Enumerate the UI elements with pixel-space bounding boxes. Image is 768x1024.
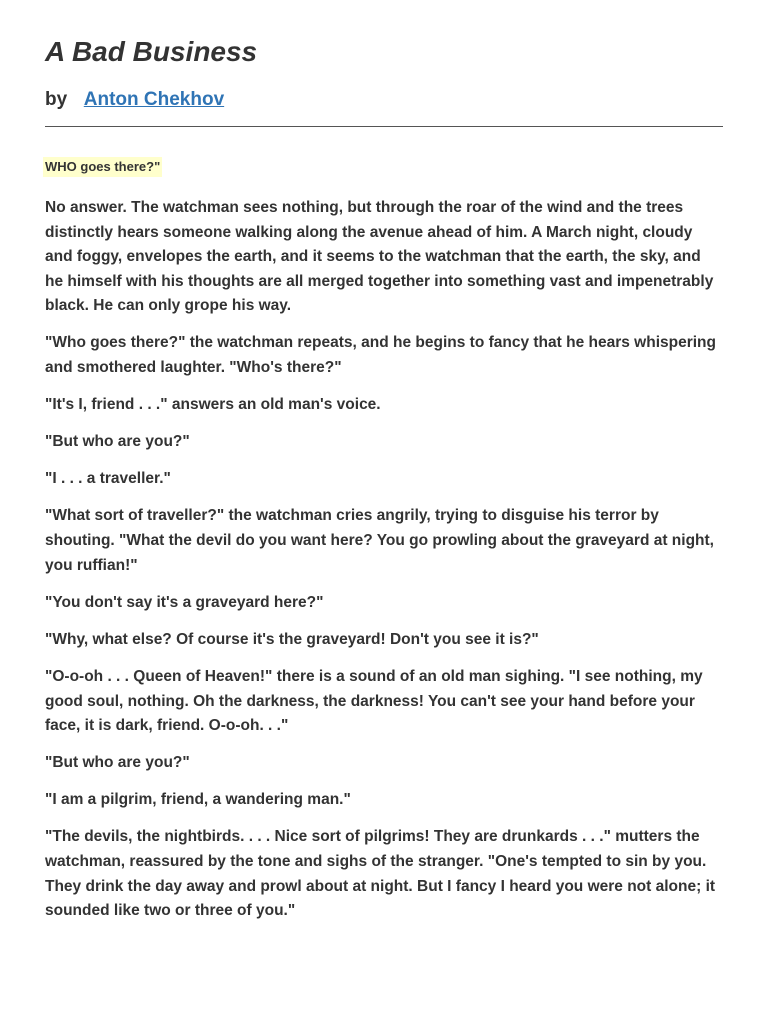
paragraph: "I am a pilgrim, friend, a wandering man." (45, 791, 351, 809)
paragraph: "Who goes there?" the watchman repeats, and he begins to fancy that he hears whispering and smothered laughter. "Who's there?" (45, 334, 716, 377)
byline (45, 86, 723, 114)
author-link[interactable]: Anton Chekhov (83, 89, 225, 110)
opening-line-highlight: WHO goes there?" (43, 157, 162, 177)
paragraph: No answer. The watchman sees nothing, but through the roar of the wind and the trees distinctly hears someone walking along the avenue ahead of him. A March night, cloudy and foggy, envelopes the earth, and it seems to the watchman that the earth, the sky, and he himself with his thoughts are all merged together into something vast and impenetrably black. He can only grope his way. (45, 199, 714, 315)
paragraph: "O-o-oh . . . Queen of Heaven!" there is a sound of an old man sighing. "I see nothing, my good soul, nothing. Oh the darkness, the darkness! You can't see your hand before your face, it is dark, friend. O-o-oh. . ." (45, 667, 703, 735)
paragraph: "Why, what else? Of course it's the graveyard! Don't you see it is?" (45, 630, 539, 648)
byline-prefix: by (45, 89, 68, 110)
page-title: A Bad Business (45, 36, 258, 67)
paragraph: "You don't say it's a graveyard here?" (45, 593, 324, 611)
paragraph: "But who are you?" (45, 433, 190, 451)
paragraph: "But who are you?" (45, 754, 190, 772)
paragraph: "What sort of traveller?" the watchman cries angrily, trying to disguise his terror by shouting. "What the devil do you want here? You go prowling about the graveyard at night, you ruffian!" (45, 507, 714, 574)
paragraph: "It's I, friend . . ." answers an old man's voice. (45, 396, 381, 414)
title-divider (45, 126, 723, 127)
story-body (45, 157, 723, 924)
paragraph: "The devils, the nightbirds. . . . Nice sort of pilgrims! They are drunkards . . ." mutters the watchman, reassured by the tone and sighs of the stranger. "One's tempted to sin by you. They drink the day away and prowl about at night. But I fancy I heard you were not alone; it sounded like two or three of you." (45, 828, 716, 920)
opening-line-block (45, 157, 723, 177)
paragraph: "I . . . a traveller." (45, 470, 171, 488)
